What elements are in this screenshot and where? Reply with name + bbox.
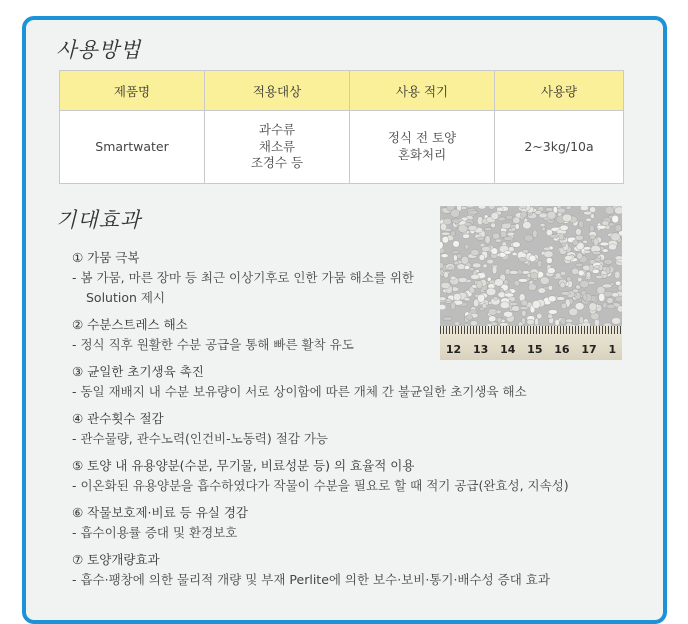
effect-heading: ⑦ 토양개량효과 — [72, 552, 160, 567]
ruler-number: 13 — [472, 343, 489, 356]
effect-heading: ③ 균일한 초기생육 촉진 — [72, 364, 204, 379]
cell-target: 과수류 채소류 조경수 등 — [205, 111, 350, 184]
list-item — [72, 315, 632, 355]
list-item — [72, 503, 632, 543]
ruler-number: 15 — [527, 343, 543, 356]
effects-list — [72, 248, 632, 597]
content-frame — [22, 16, 667, 624]
effect-description: - 정식 직후 원활한 수분 공급을 통해 빠른 활착 유도 — [72, 337, 354, 352]
effect-description: - 흡수이용률 증대 및 환경보호 — [72, 525, 238, 540]
usage-table — [59, 70, 624, 184]
header-amount: 사용량 — [495, 71, 624, 111]
effects-title: 기대효과 — [56, 208, 142, 232]
effect-description: - 관수물량, 관수노력(인건비-노동력) 절감 가능 — [72, 431, 328, 446]
ruler-number: 14 — [500, 343, 516, 356]
effect-description: - 흡수·팽창에 의한 물리적 개량 및 부재 Perlite에 의한 보수·보비·통기·배수성 증대 효과 — [72, 572, 550, 587]
effect-heading: ② 수분스트레스 해소 — [72, 317, 188, 332]
list-item — [72, 409, 632, 449]
ruler-number: 16 — [554, 343, 570, 356]
effect-heading: ① 가뭄 극복 — [72, 250, 140, 265]
list-item — [72, 362, 632, 402]
cell-amount: 2~3kg/10a — [495, 111, 624, 184]
effect-description: - 이온화된 유용양분을 흡수하였다가 작물이 수분을 필요로 할 때 적기 공급(완효성, 지속성) — [72, 478, 569, 493]
header-product: 제품명 — [60, 71, 205, 111]
effect-heading: ④ 관수횟수 절감 — [72, 411, 164, 426]
cell-product: Smartwater — [60, 111, 205, 184]
ruler-number: 12 — [445, 343, 462, 356]
list-item — [72, 550, 632, 590]
cell-timing: 정식 전 토양 혼화처리 — [350, 111, 495, 184]
header-timing: 사용 적기 — [350, 71, 495, 111]
usage-title: 사용방법 — [56, 38, 142, 62]
effect-heading: ⑥ 작물보호제·비료 등 유실 경감 — [72, 505, 248, 520]
list-item — [72, 248, 632, 308]
ruler-number: 17 — [581, 343, 597, 356]
usage-table-header — [60, 71, 624, 111]
header-target: 적용대상 — [205, 71, 350, 111]
list-item — [72, 456, 632, 496]
effect-description: - 봄 가뭄, 마른 장마 등 최근 이상기후로 인한 가뭄 해소를 위한 Solution 제시 — [72, 270, 414, 305]
effect-description: - 동일 재배지 내 수분 보유량이 서로 상이함에 따른 개체 간 불균일한 초기생육 해소 — [72, 384, 527, 399]
ruler-number: 1 — [608, 343, 617, 356]
table-row — [60, 111, 624, 184]
effect-heading: ⑤ 토양 내 유용양분(수분, 무기물, 비료성분 등) 의 효율적 이용 — [72, 458, 415, 473]
